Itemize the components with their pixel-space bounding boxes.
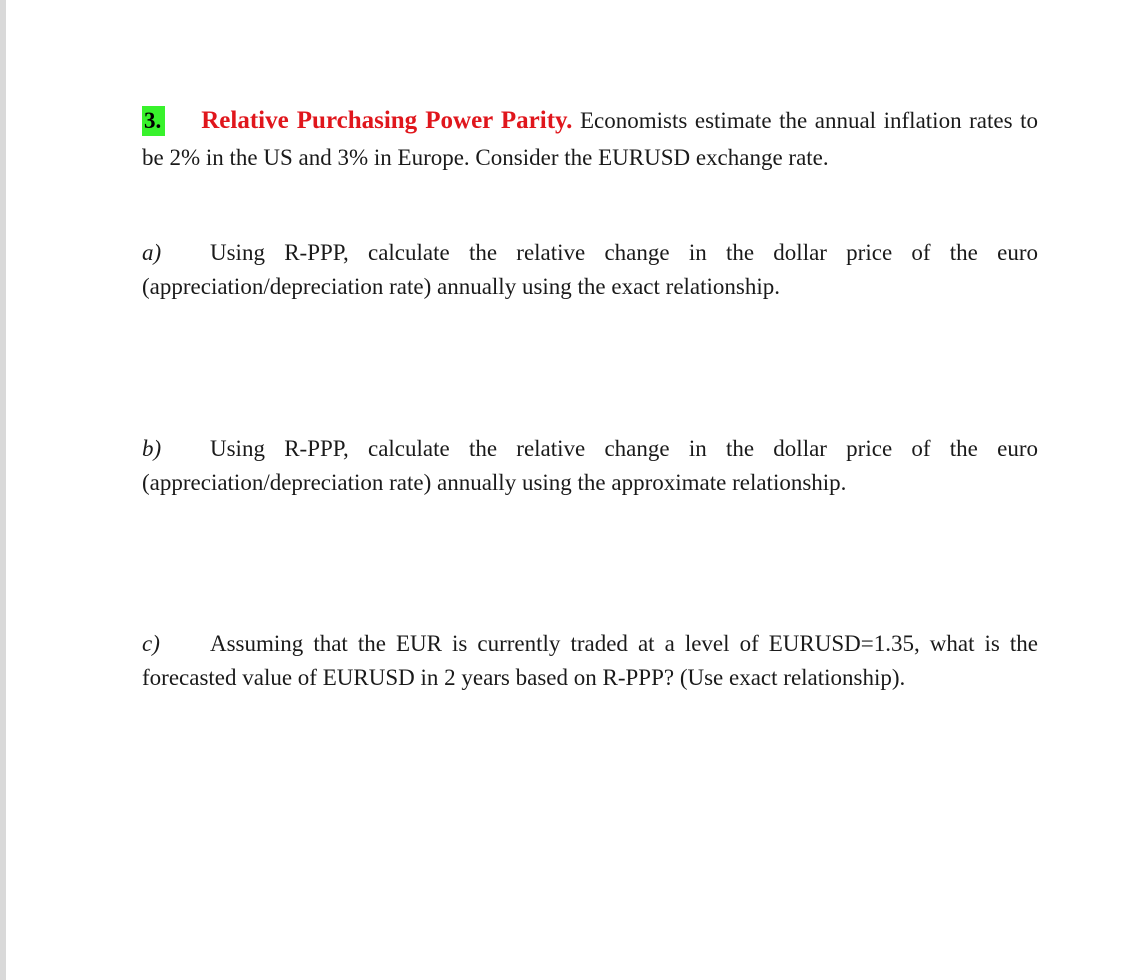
part-a-text: Using R-PPP, calculate the relative change in the dollar price of the euro (appreciation/depreciation rate) annually using the exact relationship.	[142, 240, 1038, 299]
part-b-letter: b)	[142, 436, 162, 461]
part-b-text: Using R-PPP, calculate the relative change in the dollar price of the euro (appreciation/depreciation rate) annually using the approximate relationship.	[142, 436, 1038, 495]
question-3	[142, 102, 1038, 176]
part-c	[142, 627, 1038, 695]
part-a-letter: a)	[142, 240, 162, 265]
part-b	[142, 432, 1038, 500]
page-edge-divider	[0, 0, 6, 980]
question-title: Relative Purchasing Power Parity.	[201, 107, 573, 134]
question-intro: Economists estimate the annual inflation rates to be 2% in the US and 3% in Europe. Consider the EURUSD exchange rate.	[142, 108, 1039, 170]
part-a	[142, 236, 1038, 304]
question-number: 3.	[142, 106, 165, 136]
part-c-text: Assuming that the EUR is currently traded at a level of EURUSD=1.35, what is the forecasted value of EURUSD in 2 years based on R-PPP? (Use exact relationship).	[142, 631, 1038, 690]
part-c-letter: c)	[142, 631, 160, 656]
